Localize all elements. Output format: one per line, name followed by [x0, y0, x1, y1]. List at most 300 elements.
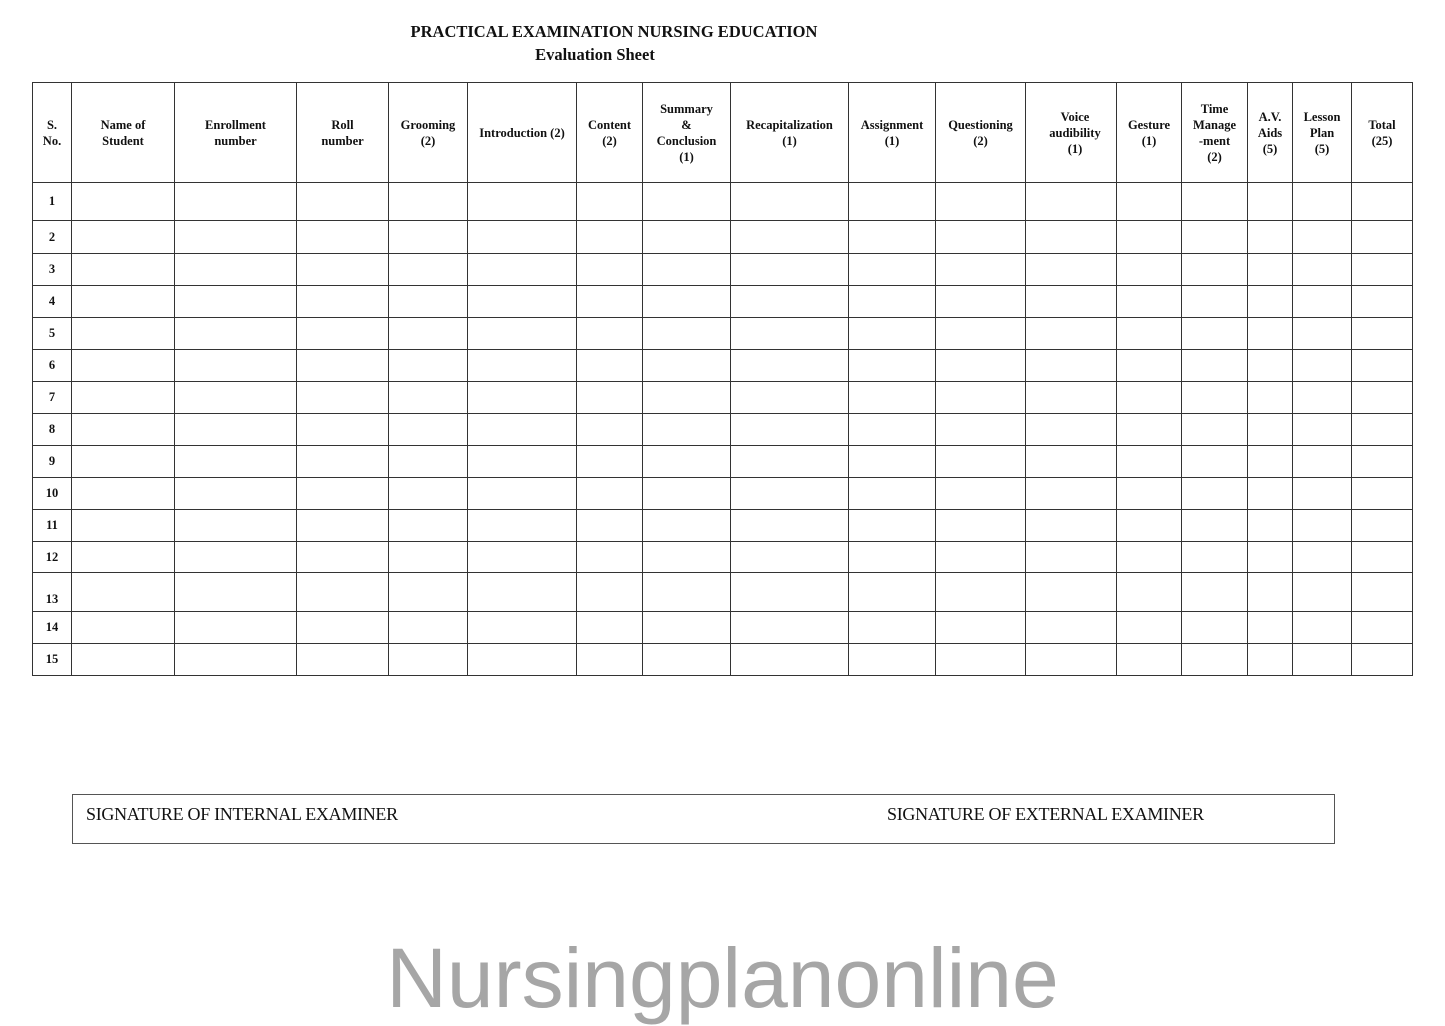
entry-cell[interactable]: [936, 221, 1026, 254]
entry-cell[interactable]: [175, 318, 297, 350]
column-header-line: number: [214, 133, 257, 148]
table-row: [33, 350, 1413, 382]
entry-cell[interactable]: [643, 254, 731, 286]
entry-cell[interactable]: [643, 478, 731, 510]
entry-cell[interactable]: [577, 382, 643, 414]
entry-cell[interactable]: [468, 644, 577, 676]
entry-cell[interactable]: [468, 510, 577, 542]
entry-cell[interactable]: [1026, 446, 1117, 478]
entry-cell[interactable]: [175, 350, 297, 382]
entry-cell[interactable]: [731, 414, 849, 446]
entry-cell[interactable]: [1248, 644, 1293, 676]
entry-cell[interactable]: [175, 446, 297, 478]
entry-cell[interactable]: [577, 414, 643, 446]
entry-cell[interactable]: [731, 542, 849, 573]
entry-cell[interactable]: [468, 286, 577, 318]
entry-cell[interactable]: [1117, 286, 1182, 318]
entry-cell[interactable]: [1117, 221, 1182, 254]
entry-cell[interactable]: [1293, 446, 1352, 478]
entry-cell[interactable]: [1117, 612, 1182, 644]
entry-cell[interactable]: [175, 183, 297, 221]
entry-cell[interactable]: [577, 350, 643, 382]
entry-cell[interactable]: [577, 254, 643, 286]
entry-cell[interactable]: [1026, 414, 1117, 446]
entry-cell[interactable]: [1026, 573, 1117, 612]
entry-cell[interactable]: [72, 350, 175, 382]
entry-cell[interactable]: [643, 542, 731, 573]
entry-cell[interactable]: [175, 414, 297, 446]
entry-cell[interactable]: [389, 221, 468, 254]
entry-cell[interactable]: [72, 318, 175, 350]
entry-cell[interactable]: [643, 446, 731, 478]
column-header-line: audibility: [1049, 125, 1101, 140]
entry-cell[interactable]: [1293, 542, 1352, 573]
serial-number-cell: 1: [33, 183, 72, 221]
entry-cell[interactable]: [936, 286, 1026, 318]
column-header-line: Content: [587, 117, 632, 132]
entry-cell[interactable]: [849, 414, 936, 446]
entry-cell[interactable]: [1026, 350, 1117, 382]
entry-cell[interactable]: [731, 612, 849, 644]
entry-cell[interactable]: [936, 382, 1026, 414]
column-header: [1248, 83, 1293, 183]
table-row: [33, 382, 1413, 414]
serial-number-cell: 10: [33, 478, 72, 510]
entry-cell[interactable]: [1182, 286, 1248, 318]
entry-cell[interactable]: [936, 612, 1026, 644]
entry-cell[interactable]: [731, 286, 849, 318]
column-header: [1026, 83, 1117, 183]
entry-cell[interactable]: [643, 510, 731, 542]
entry-cell[interactable]: [1352, 254, 1413, 286]
entry-cell[interactable]: [468, 446, 577, 478]
entry-cell[interactable]: [1026, 382, 1117, 414]
entry-cell[interactable]: [643, 221, 731, 254]
entry-cell[interactable]: [297, 510, 389, 542]
entry-cell[interactable]: [849, 612, 936, 644]
entry-cell[interactable]: [849, 573, 936, 612]
entry-cell[interactable]: [1026, 183, 1117, 221]
entry-cell[interactable]: [643, 350, 731, 382]
entry-cell[interactable]: [1352, 644, 1413, 676]
entry-cell[interactable]: [72, 414, 175, 446]
entry-cell[interactable]: [936, 510, 1026, 542]
entry-cell[interactable]: [1352, 510, 1413, 542]
entry-cell[interactable]: [1352, 573, 1413, 612]
entry-cell[interactable]: [731, 382, 849, 414]
table-row: [33, 542, 1413, 573]
column-header-line: Voice: [1060, 109, 1090, 124]
entry-cell[interactable]: [389, 318, 468, 350]
serial-number-cell: 7: [33, 382, 72, 414]
entry-cell[interactable]: [1117, 478, 1182, 510]
entry-cell[interactable]: [849, 542, 936, 573]
entry-cell[interactable]: [1182, 183, 1248, 221]
entry-cell[interactable]: [936, 573, 1026, 612]
column-header: [468, 83, 577, 183]
entry-cell[interactable]: [1182, 510, 1248, 542]
entry-cell[interactable]: [389, 542, 468, 573]
entry-cell[interactable]: [389, 414, 468, 446]
entry-cell[interactable]: [389, 254, 468, 286]
entry-cell[interactable]: [1352, 414, 1413, 446]
entry-cell[interactable]: [643, 318, 731, 350]
entry-cell[interactable]: [849, 644, 936, 676]
entry-cell[interactable]: [1117, 510, 1182, 542]
entry-cell[interactable]: [1026, 644, 1117, 676]
entry-cell[interactable]: [297, 382, 389, 414]
entry-cell[interactable]: [1293, 382, 1352, 414]
entry-cell[interactable]: [1182, 612, 1248, 644]
document-title: PRACTICAL EXAMINATION NURSING EDUCATION: [410, 22, 818, 41]
column-header: [577, 83, 643, 183]
entry-cell[interactable]: [577, 612, 643, 644]
entry-cell[interactable]: [1182, 254, 1248, 286]
entry-cell[interactable]: [389, 183, 468, 221]
entry-cell[interactable]: [1248, 612, 1293, 644]
entry-cell[interactable]: [1117, 350, 1182, 382]
column-header-line: Time: [1200, 101, 1229, 116]
entry-cell[interactable]: [297, 254, 389, 286]
entry-cell[interactable]: [297, 350, 389, 382]
entry-cell[interactable]: [643, 644, 731, 676]
entry-cell[interactable]: [731, 510, 849, 542]
entry-cell[interactable]: [731, 318, 849, 350]
entry-cell[interactable]: [936, 318, 1026, 350]
entry-cell[interactable]: [297, 183, 389, 221]
entry-cell[interactable]: [1026, 221, 1117, 254]
entry-cell[interactable]: [1182, 318, 1248, 350]
table-row: [33, 286, 1413, 318]
entry-cell[interactable]: [468, 382, 577, 414]
entry-cell[interactable]: [1352, 286, 1413, 318]
entry-cell[interactable]: [577, 221, 643, 254]
column-header-line: (25): [1371, 133, 1393, 148]
entry-cell[interactable]: [731, 254, 849, 286]
entry-cell[interactable]: [936, 254, 1026, 286]
entry-cell[interactable]: [731, 478, 849, 510]
column-header-line: Manage: [1192, 117, 1237, 132]
evaluation-table: [32, 82, 1413, 676]
entry-cell[interactable]: [577, 510, 643, 542]
entry-cell[interactable]: [175, 573, 297, 612]
entry-cell[interactable]: [72, 254, 175, 286]
document-subtitle: Evaluation Sheet: [535, 45, 655, 64]
serial-number-cell: 2: [33, 221, 72, 254]
entry-cell[interactable]: [175, 221, 297, 254]
entry-cell[interactable]: [1117, 573, 1182, 612]
column-header-line: Aids: [1257, 125, 1283, 140]
entry-cell[interactable]: [1248, 414, 1293, 446]
entry-cell[interactable]: [1352, 446, 1413, 478]
entry-cell[interactable]: [175, 286, 297, 318]
entry-cell[interactable]: [849, 183, 936, 221]
entry-cell[interactable]: [1352, 478, 1413, 510]
entry-cell[interactable]: [175, 644, 297, 676]
entry-cell[interactable]: [1293, 510, 1352, 542]
entry-cell[interactable]: [468, 478, 577, 510]
entry-cell[interactable]: [731, 183, 849, 221]
entry-cell[interactable]: [849, 286, 936, 318]
column-header-line: Student: [102, 133, 144, 148]
column-header: [1293, 83, 1352, 183]
external-examiner-signature-label: SIGNATURE OF EXTERNAL EXAMINER: [887, 804, 1204, 824]
serial-number-cell: 6: [33, 350, 72, 382]
entry-cell[interactable]: [936, 542, 1026, 573]
entry-cell[interactable]: [468, 573, 577, 612]
column-header-line: Questioning: [948, 117, 1013, 132]
entry-cell[interactable]: [1293, 414, 1352, 446]
entry-cell[interactable]: [1117, 183, 1182, 221]
entry-cell[interactable]: [1248, 542, 1293, 573]
entry-cell[interactable]: [175, 382, 297, 414]
entry-cell[interactable]: [468, 612, 577, 644]
entry-cell[interactable]: [1182, 382, 1248, 414]
entry-cell[interactable]: [936, 478, 1026, 510]
entry-cell[interactable]: [72, 542, 175, 573]
entry-cell[interactable]: [389, 510, 468, 542]
entry-cell[interactable]: [643, 414, 731, 446]
entry-cell[interactable]: [643, 183, 731, 221]
entry-cell[interactable]: [175, 478, 297, 510]
entry-cell[interactable]: [849, 478, 936, 510]
serial-number-cell: 3: [33, 254, 72, 286]
column-header-line: (2): [973, 133, 988, 148]
entry-cell[interactable]: [1026, 542, 1117, 573]
serial-number-cell: 13: [33, 573, 72, 612]
entry-cell[interactable]: [577, 318, 643, 350]
entry-cell[interactable]: [72, 183, 175, 221]
entry-cell[interactable]: [297, 644, 389, 676]
entry-cell[interactable]: [297, 286, 389, 318]
entry-cell[interactable]: [1293, 350, 1352, 382]
entry-cell[interactable]: [936, 644, 1026, 676]
entry-cell[interactable]: [936, 414, 1026, 446]
entry-cell[interactable]: [1182, 644, 1248, 676]
entry-cell[interactable]: [468, 318, 577, 350]
entry-cell[interactable]: [468, 350, 577, 382]
entry-cell[interactable]: [1117, 254, 1182, 286]
serial-number-cell: 4: [33, 286, 72, 318]
column-header-line: Summary: [660, 101, 713, 116]
serial-number-cell: 5: [33, 318, 72, 350]
column-header-line: (2): [602, 133, 617, 148]
entry-cell[interactable]: [72, 446, 175, 478]
entry-cell[interactable]: [1293, 183, 1352, 221]
entry-cell[interactable]: [731, 446, 849, 478]
entry-cell[interactable]: [849, 382, 936, 414]
column-header-line: (2): [420, 133, 436, 148]
entry-cell[interactable]: [1248, 318, 1293, 350]
column-header: [849, 83, 936, 183]
entry-cell[interactable]: [1293, 254, 1352, 286]
entry-cell[interactable]: [297, 478, 389, 510]
entry-cell[interactable]: [1182, 350, 1248, 382]
entry-cell[interactable]: [577, 446, 643, 478]
column-header-line: No.: [42, 133, 62, 148]
entry-cell[interactable]: [577, 542, 643, 573]
entry-cell[interactable]: [389, 382, 468, 414]
entry-cell[interactable]: [72, 644, 175, 676]
entry-cell[interactable]: [1293, 612, 1352, 644]
table-row: [33, 510, 1413, 542]
entry-cell[interactable]: [1293, 573, 1352, 612]
entry-cell[interactable]: [731, 350, 849, 382]
column-header: [643, 83, 731, 183]
entry-cell[interactable]: [175, 542, 297, 573]
entry-cell[interactable]: [389, 644, 468, 676]
entry-cell[interactable]: [175, 254, 297, 286]
entry-cell[interactable]: [1026, 286, 1117, 318]
entry-cell[interactable]: [389, 478, 468, 510]
entry-cell[interactable]: [577, 573, 643, 612]
entry-cell[interactable]: [1117, 382, 1182, 414]
entry-cell[interactable]: [1248, 573, 1293, 612]
entry-cell[interactable]: [1117, 318, 1182, 350]
entry-cell[interactable]: [849, 318, 936, 350]
column-header-line: (2): [1207, 149, 1222, 164]
entry-cell[interactable]: [1293, 644, 1352, 676]
entry-cell[interactable]: [1352, 221, 1413, 254]
entry-cell[interactable]: [643, 382, 731, 414]
entry-cell[interactable]: [1026, 318, 1117, 350]
entry-cell[interactable]: [1182, 446, 1248, 478]
entry-cell[interactable]: [1352, 612, 1413, 644]
entry-cell[interactable]: [468, 414, 577, 446]
entry-cell[interactable]: [1248, 221, 1293, 254]
entry-cell[interactable]: [936, 446, 1026, 478]
entry-cell[interactable]: [643, 612, 731, 644]
entry-cell[interactable]: [1026, 478, 1117, 510]
entry-cell[interactable]: [1352, 542, 1413, 573]
entry-cell[interactable]: [1352, 318, 1413, 350]
entry-cell[interactable]: [731, 221, 849, 254]
entry-cell[interactable]: [72, 382, 175, 414]
entry-cell[interactable]: [72, 612, 175, 644]
table-row: [33, 573, 1413, 612]
entry-cell[interactable]: [389, 573, 468, 612]
entry-cell[interactable]: [389, 612, 468, 644]
entry-cell[interactable]: [936, 183, 1026, 221]
entry-cell[interactable]: [1293, 286, 1352, 318]
entry-cell[interactable]: [1248, 254, 1293, 286]
column-header-line: Recapitalization: [746, 117, 833, 132]
entry-cell[interactable]: [389, 286, 468, 318]
entry-cell[interactable]: [1182, 542, 1248, 573]
column-header: [389, 83, 468, 183]
table-row: [33, 221, 1413, 254]
entry-cell[interactable]: [1117, 446, 1182, 478]
entry-cell[interactable]: [849, 254, 936, 286]
column-header: [1352, 83, 1413, 183]
entry-cell[interactable]: [468, 221, 577, 254]
entry-cell[interactable]: [72, 510, 175, 542]
entry-cell[interactable]: [389, 446, 468, 478]
entry-cell[interactable]: [1248, 446, 1293, 478]
entry-cell[interactable]: [849, 350, 936, 382]
entry-cell[interactable]: [577, 286, 643, 318]
signature-box: [72, 794, 1335, 844]
entry-cell[interactable]: [297, 612, 389, 644]
entry-cell[interactable]: [1117, 644, 1182, 676]
entry-cell[interactable]: [468, 542, 577, 573]
entry-cell[interactable]: [468, 254, 577, 286]
entry-cell[interactable]: [72, 221, 175, 254]
column-header-line: A.V.: [1258, 109, 1282, 124]
entry-cell[interactable]: [849, 510, 936, 542]
column-header: [33, 83, 72, 183]
entry-cell[interactable]: [1248, 183, 1293, 221]
entry-cell[interactable]: [1026, 510, 1117, 542]
entry-cell[interactable]: [1182, 478, 1248, 510]
entry-cell[interactable]: [72, 286, 175, 318]
entry-cell[interactable]: [577, 183, 643, 221]
entry-cell[interactable]: [849, 446, 936, 478]
table-row: [33, 183, 1413, 221]
entry-cell[interactable]: [1293, 221, 1352, 254]
entry-cell[interactable]: [731, 644, 849, 676]
entry-cell[interactable]: [1352, 382, 1413, 414]
watermark: Nursingplanonline: [386, 931, 1059, 1025]
entry-cell[interactable]: [731, 573, 849, 612]
entry-cell[interactable]: [297, 318, 389, 350]
entry-cell[interactable]: [389, 350, 468, 382]
entry-cell[interactable]: [468, 183, 577, 221]
column-header-line: &: [681, 117, 692, 132]
column-header-line: (5): [1314, 141, 1330, 156]
entry-cell[interactable]: [1248, 286, 1293, 318]
entry-cell[interactable]: [936, 350, 1026, 382]
entry-cell[interactable]: [1248, 382, 1293, 414]
column-header-line: Gesture: [1127, 117, 1171, 132]
serial-number-cell: 9: [33, 446, 72, 478]
entry-cell[interactable]: [1248, 478, 1293, 510]
entry-cell[interactable]: [297, 542, 389, 573]
entry-cell[interactable]: [297, 573, 389, 612]
entry-cell[interactable]: [72, 478, 175, 510]
entry-cell[interactable]: [1293, 318, 1352, 350]
table-row: [33, 446, 1413, 478]
entry-cell[interactable]: [643, 573, 731, 612]
entry-cell[interactable]: [1352, 350, 1413, 382]
entry-cell[interactable]: [577, 478, 643, 510]
entry-cell[interactable]: [1182, 414, 1248, 446]
entry-cell[interactable]: [1117, 414, 1182, 446]
serial-number-cell: 12: [33, 542, 72, 573]
entry-cell[interactable]: [1248, 350, 1293, 382]
entry-cell[interactable]: [1248, 510, 1293, 542]
entry-cell[interactable]: [849, 221, 936, 254]
entry-cell[interactable]: [1352, 183, 1413, 221]
entry-cell[interactable]: [175, 510, 297, 542]
column-header: [297, 83, 389, 183]
entry-cell[interactable]: [297, 414, 389, 446]
entry-cell[interactable]: [1182, 573, 1248, 612]
entry-cell[interactable]: [1117, 542, 1182, 573]
entry-cell[interactable]: [1026, 612, 1117, 644]
serial-number-cell: 8: [33, 414, 72, 446]
entry-cell[interactable]: [643, 286, 731, 318]
entry-cell[interactable]: [297, 446, 389, 478]
column-header-line: Roll: [331, 117, 354, 132]
entry-cell[interactable]: [72, 573, 175, 612]
entry-cell[interactable]: [577, 644, 643, 676]
entry-cell[interactable]: [175, 612, 297, 644]
entry-cell[interactable]: [1182, 221, 1248, 254]
entry-cell[interactable]: [1293, 478, 1352, 510]
entry-cell[interactable]: [297, 221, 389, 254]
entry-cell[interactable]: [1026, 254, 1117, 286]
